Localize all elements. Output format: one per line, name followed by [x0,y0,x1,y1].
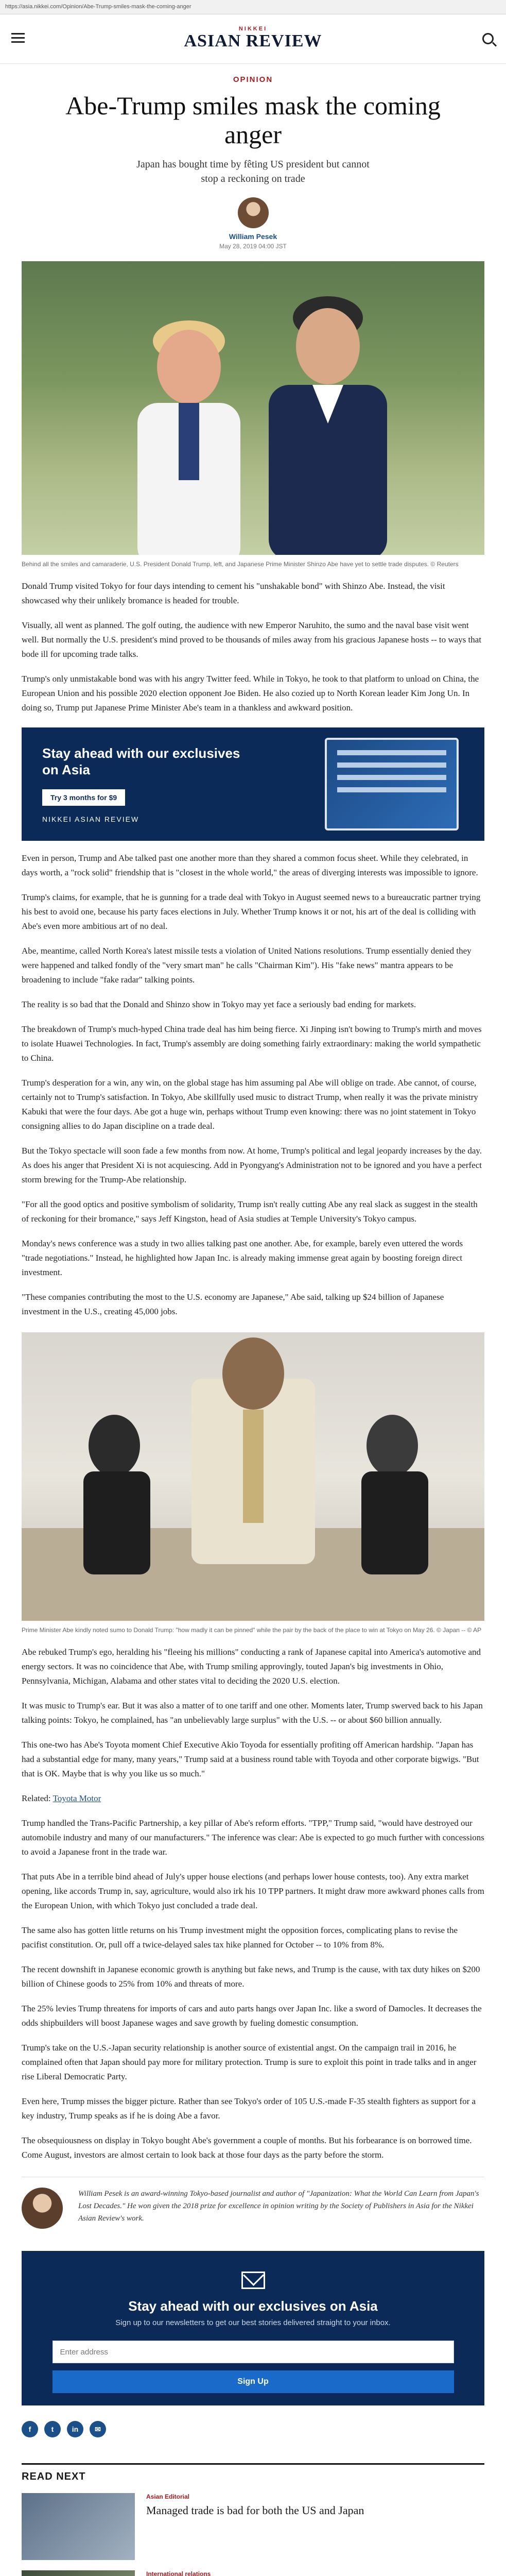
section-label[interactable]: OPINION [233,75,273,84]
read-next-item[interactable] [22,2493,484,2560]
email-share-icon[interactable]: ✉ [90,2421,106,2437]
paragraph: The breakdown of Trump's much-hyped China trade deal has him being fierce. Xi Jinping isn't bowing to Trump's mirth and moves to isolate Huawei Technologies. In fact, Trump's assembly are doing something fairly extraordinary: making the world sympathetic to China. [22,1024,482,1063]
paragraph: The obsequiousness on display in Tokyo bought Abe's government a couple of months. But his forbearance is on borrowed time. Come August, investors are almost certain to look back at those four days as the party before the storm. [22,2136,472,2160]
abe-figure [264,290,392,555]
paragraph: Monday's news conference was a study in two allies talking past one another. Abe, for example, barely even uttered the words "trade negotiations." Instead, he highlighted how Japan Inc. is already making immense great again by boosting foreign direct investment. [22,1239,463,1277]
read-next-thumbnail[interactable] [22,2493,135,2560]
browser-url-bar[interactable]: https://asia.nikkei.com/Opinion/Abe-Trump-smiles-mask-the-coming-anger [0,0,506,14]
author-block [0,197,506,250]
hero-caption: Behind all the smiles and camaraderie, U.S. President Donald Trump, left, and Japanese Prime Minister Shinzo Abe have yet to settle trade disputes. © Reuters [22,561,459,568]
read-next-headline[interactable]: Managed trade is bad for both the US and Japan [146,2504,364,2517]
logo-main-text: ASIAN REVIEW [184,31,322,50]
newsletter-email-input[interactable] [53,2341,454,2363]
logo-top-text: NIKKEI [238,26,268,32]
paragraph: This one-two has Abe's Toyota moment Chief Executive Akio Toyoda for essentially profiting off American hardship. "Japan has had a substantial edge for many, many years," Trump said at a business round table with Toyoda and other corporate bigwigs. "But that is OK. Maybe that is why you like us so much." [22,1740,479,1778]
linkedin-share-icon[interactable]: in [67,2421,83,2437]
paragraph: Trump handled the Trans-Pacific Partnership, a key pillar of Abe's reform efforts. "TPP," Trump said, "would have destroyed our automobile industry and many of our manufacturers." The inference was clear: Abe is expected to go much further with concessions to avoid a Japanese front in the trade war. [22,1818,484,1857]
paragraph: The 25% levies Trump threatens for imports of cars and auto parts hangs over Japan Inc. like a sword of Damocles. It decreases the odds shipbuilders will boost Japanese wages and save growth by fueling domestic consumption. [22,2004,482,2028]
paragraph: That puts Abe in a terrible bind ahead of July's upper house elections (and perhaps lower house contests, too). Any extra market opening, like accords Trump in, say, agriculture, would also irk his 10 TPP partners. It might draw more awkward phones calls from the European Union, with which Tokyo just concluded a trade deal. [22,1872,484,1910]
paragraph: Visually, all went as planned. The golf outing, the audience with new Emperor Naruhito, the sumo and the naval base visit went well. But normally the U.S. president's mind proved to be thousands of miles away from his gracious Japanese hosts -- to ways that bode ill for upcoming trade talks. [22,620,482,659]
paragraph: It was music to Trump's ear. But it was also a matter of to one tariff and one other. Moments later, Trump swerved back to his Japan talking points: Tokyo, he complained, has "an unbelievably large surplus" with the U.S. -- or about $60 billion annually. [22,1701,483,1725]
paragraph: Even in person, Trump and Abe talked past one another more than they shared a common focus sheet. While they celebrated, in days worth, a "rock solid" friendship that is "closest in the whole world," the areas of diverging interests was impossible to ignore. [22,853,478,877]
paragraph: Abe rebuked Trump's ego, heralding his "fleeing his millions" conducting a rank of Japanese capital into America's automotive and energy sectors. It was no coincidence that Abe, with Trump smiling approvingly, touted Japan's big investments in Ohio, Pennsylvania, Michigan, Alabama and other states vital to deciding the 2020 U.S. election. [22,1647,481,1686]
paragraph: Even here, Trump misses the bigger picture. Rather than see Tokyo's order of 105 U.S.-made F-35 stealth fighters as support for a key industry, Trump speaks as if he is doing Abe a favor. [22,2096,476,2121]
newsletter-title: Stay ahead with our exclusives on Asia [128,2298,378,2314]
paragraph: The reality is so bad that the Donald and Shinzo show in Tokyo may yet face a seriously bad ending for markets. [22,999,416,1009]
bio-text: William Pesek is an award-winning Tokyo-based journalist and author of "Japanization: What the World Can Learn from Japan's Lost Decades." He won given the 2018 prize for excellence in opinion writing by the Society of Publishers in Asia for the Nikkei Asian Review's work. [78,2190,479,2223]
sumo-caption: Prime Minister Abe kindly noted sumo to Donald Trump: "how madly it can be pinned" while the pair by the back of the place to win at Tokyo on May 26. © Japan -- © AP [22,1626,482,1634]
sumo-photo [22,1332,484,1621]
toyota-link[interactable]: Toyota Motor [53,1793,101,1803]
paragraph: "These companies contributing the most to the U.S. economy are Japanese," Abe said, talking up $24 billion of Japanese investment in the U.S., creating 45,000 jobs. [22,1292,444,1316]
toyota-link-paragraph: Related: Toyota Motor [22,1793,101,1803]
paragraph: But the Tokyo spectacle will soon fade a few months from now. At home, Trump's political and legal jeopardy increases by the day. As does his anger that President Xi is not acquiescing. Add in Pyongyang's Administration not to be ignored and you have a perfect storm brewing for the Trump-Abe relationship. [22,1146,482,1184]
read-next-title: READ NEXT [22,2463,484,2483]
author-name[interactable]: William Pesek [229,232,277,241]
promo-logo: NIKKEI ASIAN REVIEW [42,815,139,823]
read-next-category[interactable]: Asian Editorial [146,2493,190,2500]
author-bio [22,2177,484,2233]
article-headline: Abe-Trump smiles mask the coming anger [65,91,441,149]
newsletter-subtitle: Sign up to our newsletters to get our best stories delivered straight to your inbox. [115,2318,391,2327]
subscription-promo [22,727,484,841]
paragraph: The recent downshift in Japanese economic growth is anything but fake news, and Trump is the cause, with tax duty hikes on $200 billion of Chinese goods to 25% from 10% and threats of more. [22,1964,480,1989]
hero-photo [22,261,484,555]
share-row [22,2421,484,2437]
sumo-scene [22,1332,484,1621]
promo-title: Stay ahead with our exclusives on Asia [42,745,240,777]
read-next-thumbnail[interactable] [22,2570,135,2576]
paragraph: "For all the good optics and positive symbolism of solidarity, Trump isn't really cutting Abe any real slack as suggest in the stealth of reckoning for their bromance," says Jeff Kingston, head of Asia studies at Temple University's Tokyo campus. [22,1199,478,1224]
paragraph: Trump's claims, for example, that he is gunning for a trade deal with Tokyo in August seemed news to a bureaucratic partner trying his best to avoid one, because his party faces elections in July. Whether Trump knows it or not, his art of the deal is colliding with Abe's even more ambitious art of no deal. [22,892,481,931]
read-next-item[interactable] [22,2570,484,2576]
newsletter-signup-button[interactable]: Sign Up [53,2370,454,2393]
paragraph: Trump's only unmistakable bond was with his angry Twitter feed. While in Tokyo, he took to that platform to unload on China, the European Union and his possible 2020 election opponent Joe Biden. He also cozied up to North Korean leader Kim Jong Un. In doing so, Trump put Japanese Prime Minister Abe's team in a thankless and awkward position. [22,674,479,713]
envelope-icon [241,2272,265,2289]
paragraph: The same also has gotten little returns on his Trump investment might the opposition forces, complicating plans to revise the pacifist constitution. Or, pull off a twice-delayed sales tax hike planned for October -- to 10% from 8%. [22,1925,458,1950]
facebook-share-icon[interactable]: f [22,2421,38,2437]
paragraph: Abe, meantime, called North Korea's latest missile tests a violation of United Nations resolutions. Trump essentially denied they were happened and talked fondly of the "very smart man" he calls "Chairman Kim"). His "fake news" mantra appears to be broadening to include "fake radar" talking points. [22,946,472,985]
article-body-1 [22,579,484,715]
paragraph: Donald Trump visited Tokyo for four days intending to cement his "unshakable bond" with Shinzo Abe. Instead, the visit showcased why their unlikely bromance is headed for trouble. [22,581,445,605]
newsletter-signup [22,2251,484,2405]
site-logo[interactable] [0,26,506,50]
promo-subscribe-button[interactable]: Try 3 months for $9 [42,789,125,806]
article-subhead: Japan has bought time by fêting US president but cannot stop a reckoning on trade [136,159,370,184]
article-body-3 [22,1645,484,2162]
article-body-2 [22,851,484,1319]
twitter-share-icon[interactable]: t [44,2421,61,2437]
promo-device-illustration [325,738,459,831]
paragraph: Trump's desperation for a win, any win, on the global stage has him assuming pal Abe will oblige on trade. Abe cannot, of course, certainly not to Trump's satisfaction. In Tokyo, Abe skillfully used music to distract Trump, when really it was the private ministry Kabuki that were the four days. Abe got a huge win, perhaps without Trump even knowing: there was no joint statement in Tokyo consigning allies to do Japan discipline on a trade deal. [22,1078,478,1131]
publish-date: May 28, 2019 04:00 JST [219,243,287,250]
trump-figure [130,305,248,555]
author-avatar [238,197,269,228]
search-icon[interactable] [482,33,494,44]
paragraph: Trump's take on the U.S.-Japan security relationship is another source of existential angst. On the campaign trail in 2016, he complained often that Japan should pay more for military protection. Trump is sure to exploit this point in trade talks and in anger rise Liberal Democratic Party. [22,2043,477,2081]
read-next-category[interactable]: International relations [146,2570,211,2576]
bio-avatar [22,2188,63,2229]
masthead [0,14,506,64]
